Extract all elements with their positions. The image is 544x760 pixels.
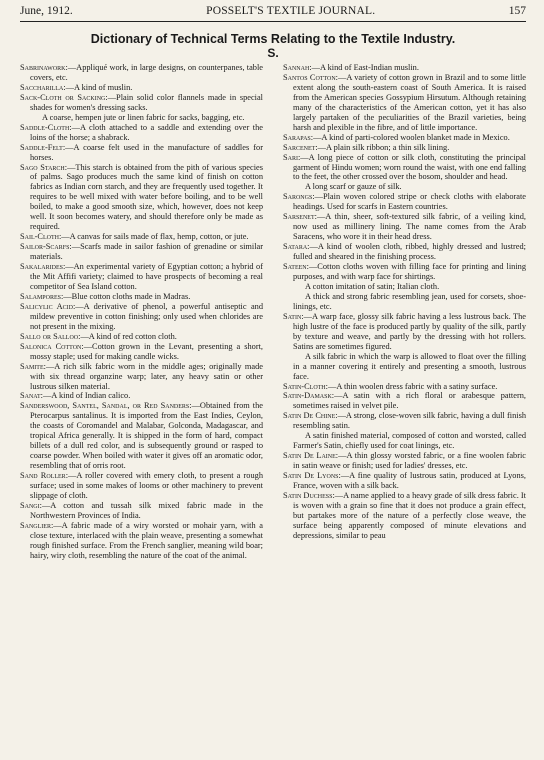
dictionary-entry	[283, 491, 526, 541]
entry-definition: :—Scarfs made in sailor fashion of grenadine or similar materials.	[30, 242, 263, 262]
entry-term: Sanat	[20, 391, 41, 401]
entry-definition: :—A thin woolen dress fabric with a satiny surface.	[325, 381, 498, 391]
entry-definition: A silk fabric in which the warp is allowed to float over the filling in a manner covering it entirely and presenting a smooth, lustrous face.	[293, 351, 526, 381]
entry-term: Sarapas	[283, 132, 311, 142]
journal-name: POSSELT'S TEXTILE JOURNAL.	[206, 5, 376, 17]
dictionary-entry	[20, 501, 263, 521]
dictionary-entry	[20, 302, 263, 332]
entry-definition: :—A kind of East-Indian muslin.	[309, 63, 419, 72]
dictionary-entry	[283, 451, 526, 471]
entry-term: Sakalarides	[20, 262, 63, 272]
entry-term: Sack-Cloth or Sacking	[20, 92, 106, 102]
entry-definition: :—A thin glossy worsted fabric, or a fine woolen fabric in satin weave or finish; used for ladies' dresses, etc.	[293, 451, 526, 471]
entry-definition: A satin finished material, composed of cotton and worsted, called Farmer's Satin, chiefly used for coat linings, etc.	[293, 431, 526, 451]
dictionary-entry	[283, 382, 526, 392]
entry-definition: :—A cloth attached to a saddle and extending over the loins of the horse; a shabrack.	[30, 122, 263, 142]
page-number: 157	[508, 5, 526, 17]
section-letter: S.	[267, 46, 279, 60]
dictionary-entry	[20, 262, 263, 292]
entry-term: Santos Cotton	[283, 72, 336, 82]
entry-definition: :—Appliqué work, in large designs, on counterpanes, table covers, etc.	[30, 63, 263, 82]
entry-definition: :—A thin, sheer, soft-textured silk fabric, of a veiling kind, now used as millinery lining. The name comes from the Arab Saracens, who wore it in their head dress.	[293, 212, 526, 242]
entry-definition: :—A long piece of cotton or silk cloth, constituting the principal garment of Hindu women; worn round the waist, with one end falling to the feet, the other crossed over the bosom, shoulder and head.	[293, 152, 526, 182]
entry-term: Sailor-Scarfs	[20, 242, 70, 252]
dictionary-entry	[283, 312, 526, 352]
entry-term: Sanderswood, Santel, Sandal, or Red Sanders	[20, 401, 190, 411]
entry-term: Sannah	[283, 63, 310, 72]
entry-term: Sallo or Salloo	[20, 331, 79, 341]
entry-definition: :—A kind of woolen cloth, ribbed, highly dressed and lustred; fulled and sheared in the finishing process.	[293, 242, 526, 262]
entry-term: Sateen	[283, 262, 307, 272]
dictionary-entry	[20, 521, 263, 561]
entry-definition: :—Plain woven colored stripe or check cloths with elaborate headings. Used for scarfs in Eastern countries.	[293, 192, 526, 212]
entry-term: Sabrinawork	[20, 63, 66, 72]
entry-definition: :—A kind of muslin.	[63, 82, 133, 92]
entry-term: Sarcenet	[283, 142, 316, 152]
entry-term: Satin De Laine	[283, 451, 336, 461]
entry-definition: :—Plain solid color flannels made in special shades for women's dressing sacks.	[30, 92, 263, 112]
entry-definition: :—This starch is obtained from the pith of various species of palms. Sago produces much the same kind of finish on cotton fabrics as Indian corn starch, and they are frequently used together. It requires to be well mixed with water before boiling, and to be well boiled, to make a good smooth size, which, however, does not keep well. It soon becomes watery, and should therefore only be made as required.	[30, 162, 263, 232]
dictionary-entry	[283, 192, 526, 212]
entry-term: Salicylic Acid	[20, 301, 73, 311]
dictionary-entry	[283, 182, 526, 192]
dictionary-entry	[20, 123, 263, 143]
entry-definition: :—A roller covered with emery cloth, to present a rough surface; used in some makes of looms or other machinery to prevent slippage of cloth.	[30, 471, 263, 500]
dictionary-entry	[20, 401, 263, 471]
dictionary-entry	[283, 262, 526, 282]
dictionary-entry	[20, 163, 263, 233]
page-title: Dictionary of Technical Terms Relating to the Textile Industry.	[90, 32, 456, 46]
dictionary-entry	[20, 93, 263, 113]
dictionary-entry	[283, 411, 526, 431]
entry-definition: :—A name applied to a heavy grade of silk dress fabric. It is woven with a grain so fine that it does not produce a grain effect, but partakes more of the nature of a perfectly close weave, the surface being apparently composed of minute elevations and depressions, similar to peau	[293, 490, 526, 540]
entry-term: Satin-Cloth	[283, 381, 326, 391]
entry-term: Satin De Chine	[283, 411, 336, 421]
entry-term: Saddle-Felt	[20, 142, 63, 152]
dictionary-entry	[20, 143, 263, 163]
entry-term: Salonica Cotton	[20, 341, 82, 351]
entry-definition: A cotton imitation of satin; Italian cloth.	[305, 281, 440, 291]
entry-definition: :—A cotton and tussah silk mixed fabric made in the Northwestern Provinces of India.	[30, 500, 263, 520]
dictionary-entry	[283, 352, 526, 382]
dictionary-entry	[283, 133, 526, 143]
entry-term: Samite	[20, 361, 44, 371]
entry-definition: :—A kind of Indian calico.	[40, 391, 131, 401]
entry-definition: :—A strong, close-woven silk fabric, having a dull finish resembling satin.	[293, 411, 526, 431]
entry-definition: :—A kind of red cotton cloth.	[78, 331, 177, 341]
entry-term: Salampores	[20, 291, 61, 301]
entry-definition: :—An experimental variety of Egyptian cotton; a hybrid of the Mit Affifi variety; claimed to have prospects of becoming a real competitor of Sea Island cotton.	[30, 262, 263, 291]
entry-term: Sari	[283, 152, 298, 162]
entry-definition: :—Obtained from the Pterocarpus santalinus. It is imported from the East Indies, Ceylon, the coasts of Coromandel and Malabar, Golconda, Madagascar, and tropical Africa generally. It is shipped in the form of hard, compact billets of a dull red color, and is subsequently ground or rasped to coarse powder. When boiled with water it gives off an aromatic odor, resembling that of orris root.	[30, 401, 263, 471]
entry-term: Sangi	[20, 500, 40, 510]
entry-definition: :—A derivative of phenol, a powerful antiseptic and mildew preventive in cotton finishing; only used when chlorides are not present in the mixing.	[30, 301, 263, 331]
entry-definition: A thick and strong fabric resembling jean, used for corsets, shoe-linings, etc.	[293, 291, 526, 311]
dictionary-entry	[283, 143, 526, 153]
entry-definition: :—A coarse felt used in the manufacture of saddles for horses.	[30, 142, 263, 162]
dictionary-entry	[283, 242, 526, 262]
dictionary-entry	[20, 292, 263, 302]
entry-term: Satin Duchess	[283, 490, 333, 500]
dictionary-entry	[283, 471, 526, 491]
right-column	[283, 63, 526, 561]
dictionary-entry	[283, 282, 526, 292]
dictionary-entry	[283, 153, 526, 183]
dictionary-entry	[20, 113, 263, 123]
entry-term: Sanglier	[20, 520, 51, 530]
entry-definition: :—Cotton grown in the Levant, presenting a short, mossy staple; used for making candle wicks.	[30, 341, 263, 361]
entry-definition: A long scarf or gauze of silk.	[305, 182, 402, 192]
running-head	[20, 5, 526, 19]
entry-term: Sarongs	[283, 192, 313, 202]
dictionary-entry	[283, 431, 526, 451]
entry-term: Saccharilla	[20, 82, 64, 92]
entry-term: Satin De Lyons	[283, 471, 339, 481]
entry-term: Sand Roller	[20, 471, 66, 481]
entry-term: Satin-Damask	[283, 391, 332, 401]
left-column	[20, 63, 263, 561]
entry-definition: :—A canvas for sails made of flax, hemp, cotton, or jute.	[58, 232, 249, 242]
dictionary-entry	[283, 73, 526, 133]
entry-definition: :—A fabric made of a wiry worsted or mohair yarn, with a close texture, interlaced with the plain weave, presenting a somewhat rough finished surface. From the French sanglier, meaning wild boar; hairy, wiry cloth, resembling the nature of the coat of the animal.	[30, 520, 263, 560]
entry-term: Saddle-Cloth	[20, 122, 70, 132]
dictionary-entry	[20, 242, 263, 262]
dictionary-entry	[20, 332, 263, 342]
entry-definition: :—A satin with a rich floral or arabesque pattern, sometimes raised in velvet pile.	[293, 391, 526, 411]
dictionary-entry	[20, 83, 263, 93]
dictionary-columns	[20, 63, 526, 561]
dictionary-entry	[283, 391, 526, 411]
entry-definition: :—Blue cotton cloths made in Madras.	[60, 291, 191, 301]
entry-term: Sarsenet	[283, 212, 315, 222]
entry-definition: :—A variety of cotton grown in Brazil and to some little extent along the south-eastern coast of South America. It is raised from the American species Gossypium Hirsutum. Although retaining many of the characteristics of the American cotton, yet it has also largely partaken of the peculiarities of the Brazil varieties, being harsh and plexible in the fibre, and of little importance.	[293, 72, 526, 132]
entry-term: Satin	[283, 311, 302, 321]
entry-definition: :—A warp face, glossy silk fabric having a less lustrous back. The high lustre of the face is produced partly by quality of the silk, partly by texture and weave, and partly by the dressing with hot rollers. Satins are sometimes figured.	[293, 311, 526, 351]
dictionary-entry	[283, 212, 526, 242]
entry-term: Sail-Cloth	[20, 232, 59, 242]
dictionary-entry	[20, 362, 263, 392]
issue-date: June, 1912.	[20, 5, 73, 17]
dictionary-entry	[283, 63, 526, 73]
entry-term: Sago Starch	[20, 162, 65, 172]
entry-term: Satara	[283, 242, 308, 252]
dictionary-entry	[20, 63, 263, 83]
entry-definition: A coarse, hempen jute or linen fabric for sacks, bagging, etc.	[42, 112, 245, 122]
entry-definition: :—A rich silk fabric worn in the middle ages; originally made with six thread organzine warp; later, any heavy satin or other lustrous silken material.	[30, 361, 263, 391]
entry-definition: :—Cotton cloths woven with filling face for printing and lining purposes, and with warp face for shirtings.	[293, 262, 526, 282]
dictionary-entry	[283, 292, 526, 312]
entry-definition: :—A plain silk ribbon; a thin silk lining.	[315, 142, 450, 152]
dictionary-entry	[20, 391, 263, 401]
header-rule	[20, 21, 526, 22]
entry-definition: :—A kind of parti-colored woolen blanket made in Mexico.	[310, 132, 510, 142]
dictionary-entry	[20, 342, 263, 362]
entry-definition: :—A fine quality of lustrous satin, produced at Lyons, France, woven with a silk back.	[293, 471, 526, 491]
dictionary-entry	[20, 471, 263, 501]
dictionary-entry	[20, 232, 263, 242]
